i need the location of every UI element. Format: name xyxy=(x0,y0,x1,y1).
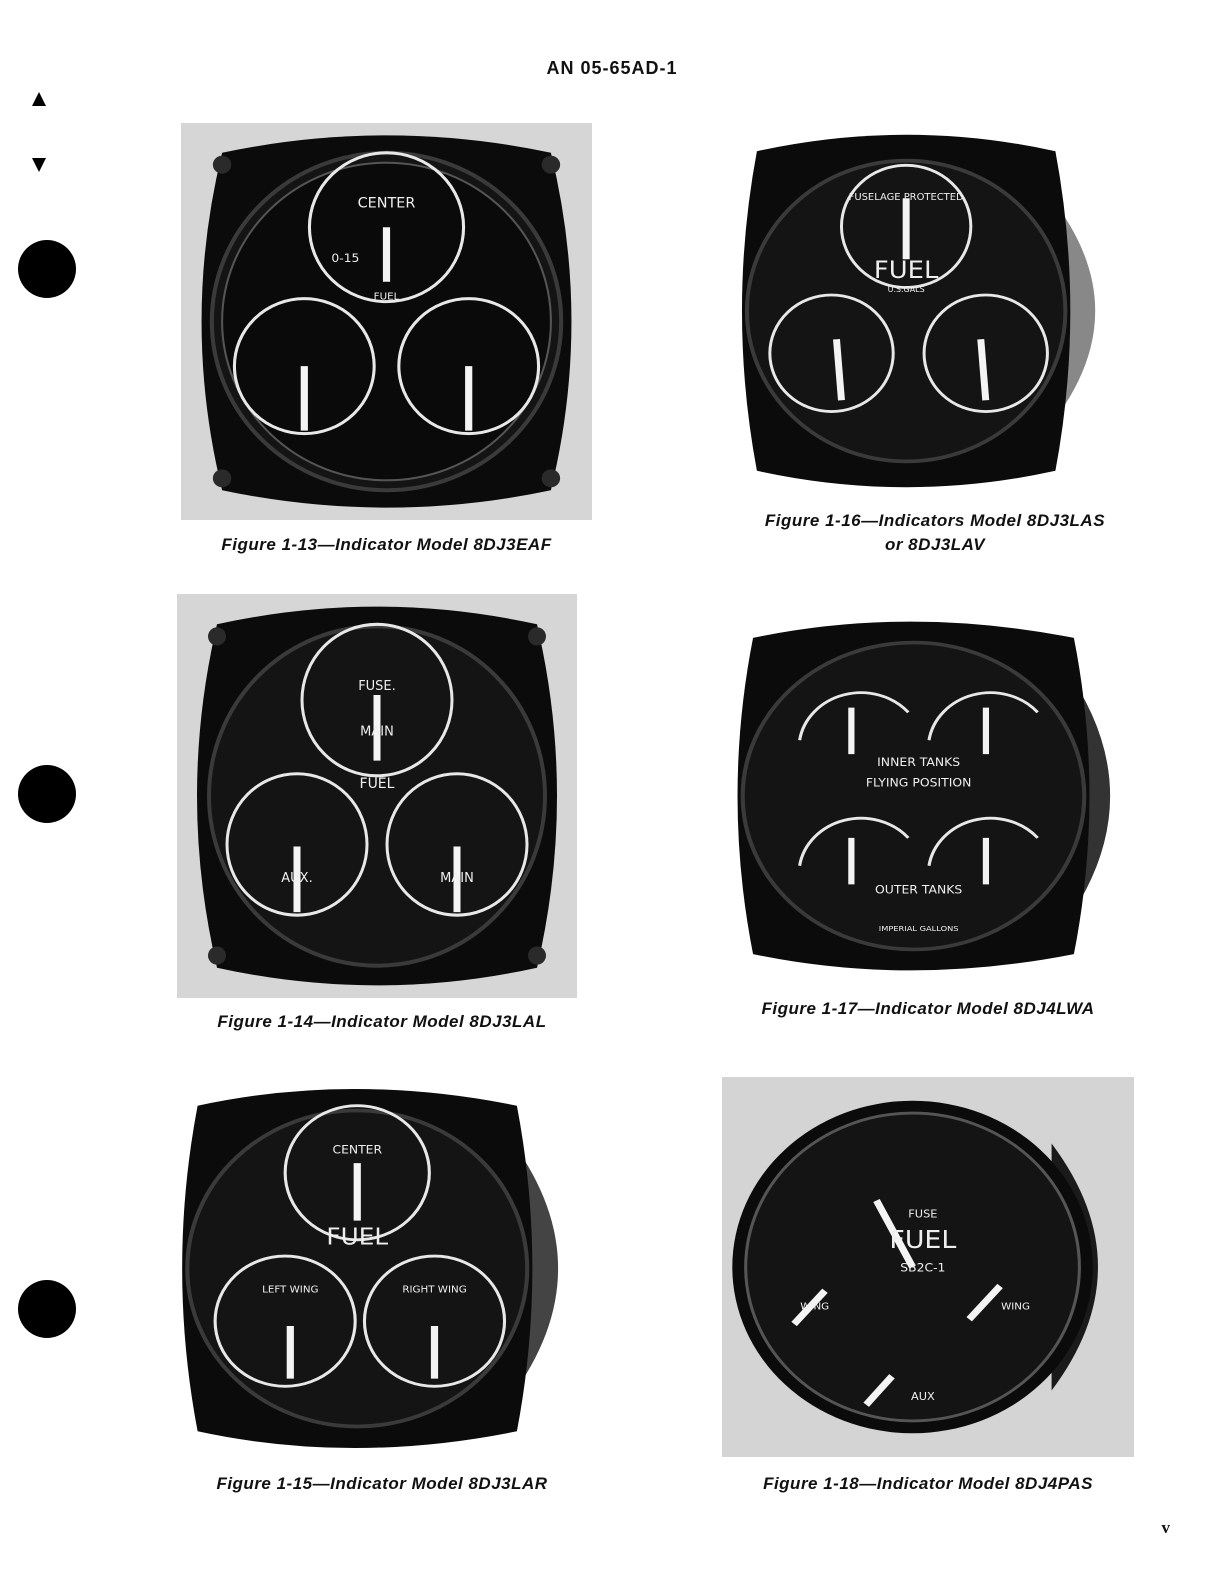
figure-1-18-caption xyxy=(722,1472,1134,1496)
dial-label: MAIN xyxy=(440,870,474,886)
caption-line: Figure 1-13—Indicator Model 8DJ3EAF xyxy=(221,535,552,554)
figure-1-14-caption xyxy=(177,1010,587,1034)
dial-label: RIGHT WING xyxy=(402,1284,467,1296)
dial-label: FUEL xyxy=(873,255,939,284)
binder-hole-bottom xyxy=(18,1280,76,1338)
dial-label: CENTER xyxy=(357,195,416,212)
figure-1-17-photo xyxy=(722,610,1136,982)
binder-hole-middle xyxy=(18,765,76,823)
dial-label: FLYING POSITION xyxy=(865,776,972,790)
dial-label: U.S.GALS xyxy=(887,285,925,295)
figure-1-16-photo xyxy=(737,123,1135,499)
dial-label: FUSE xyxy=(908,1208,938,1221)
dial-label: CENTER xyxy=(332,1143,383,1157)
dial-label: LEFT WING xyxy=(262,1284,319,1296)
caption-line: Figure 1-18—Indicator Model 8DJ4PAS xyxy=(763,1474,1093,1493)
registration-mark-down xyxy=(32,158,46,172)
dial-label: WING xyxy=(1001,1302,1030,1313)
dial-label: FUSE. xyxy=(358,678,396,694)
dial-label: IMPERIAL GALLONS xyxy=(878,924,959,933)
dial-label: AUX xyxy=(910,1390,935,1403)
figure-1-13-photo xyxy=(181,123,592,520)
dial-label: INNER TANKS xyxy=(877,755,961,770)
dial-label: FUEL xyxy=(373,291,400,303)
dial-label: FUSELAGE PROTECTED xyxy=(848,192,964,203)
figure-1-18-photo xyxy=(722,1077,1134,1457)
dial-label: FUEL xyxy=(359,775,395,792)
dial-label: AUX. xyxy=(281,870,313,886)
document-number: AN 05-65AD-1 xyxy=(546,58,678,78)
caption-line: or 8DJ3LAV xyxy=(884,535,986,554)
dial-label: SB2C-1 xyxy=(900,1261,946,1275)
dial-label: OUTER TANKS xyxy=(875,883,963,897)
figure-1-15-caption xyxy=(177,1472,587,1496)
caption-line: Figure 1-17—Indicator Model 8DJ4LWA xyxy=(761,999,1095,1018)
dial-label: MAIN xyxy=(360,724,394,740)
figure-1-15-photo xyxy=(177,1077,589,1460)
dial-label: FUEL xyxy=(889,1225,957,1255)
figure-1-13-caption xyxy=(181,533,592,557)
dial-label: WING xyxy=(800,1302,830,1313)
figure-1-14-photo xyxy=(177,594,577,998)
dial-label: FUEL xyxy=(326,1223,389,1251)
caption-line: Figure 1-15—Indicator Model 8DJ3LAR xyxy=(216,1474,548,1493)
caption-line: Figure 1-14—Indicator Model 8DJ3LAL xyxy=(217,1012,547,1031)
figure-1-16-caption xyxy=(730,509,1140,557)
figure-1-17-caption xyxy=(728,997,1128,1021)
registration-mark-up xyxy=(32,92,46,106)
page-folio: v xyxy=(1161,1518,1170,1537)
caption-line: Figure 1-16—Indicators Model 8DJ3LAS xyxy=(764,511,1106,530)
binder-hole-top xyxy=(18,240,76,298)
dial-label: 0-15 xyxy=(331,251,360,265)
